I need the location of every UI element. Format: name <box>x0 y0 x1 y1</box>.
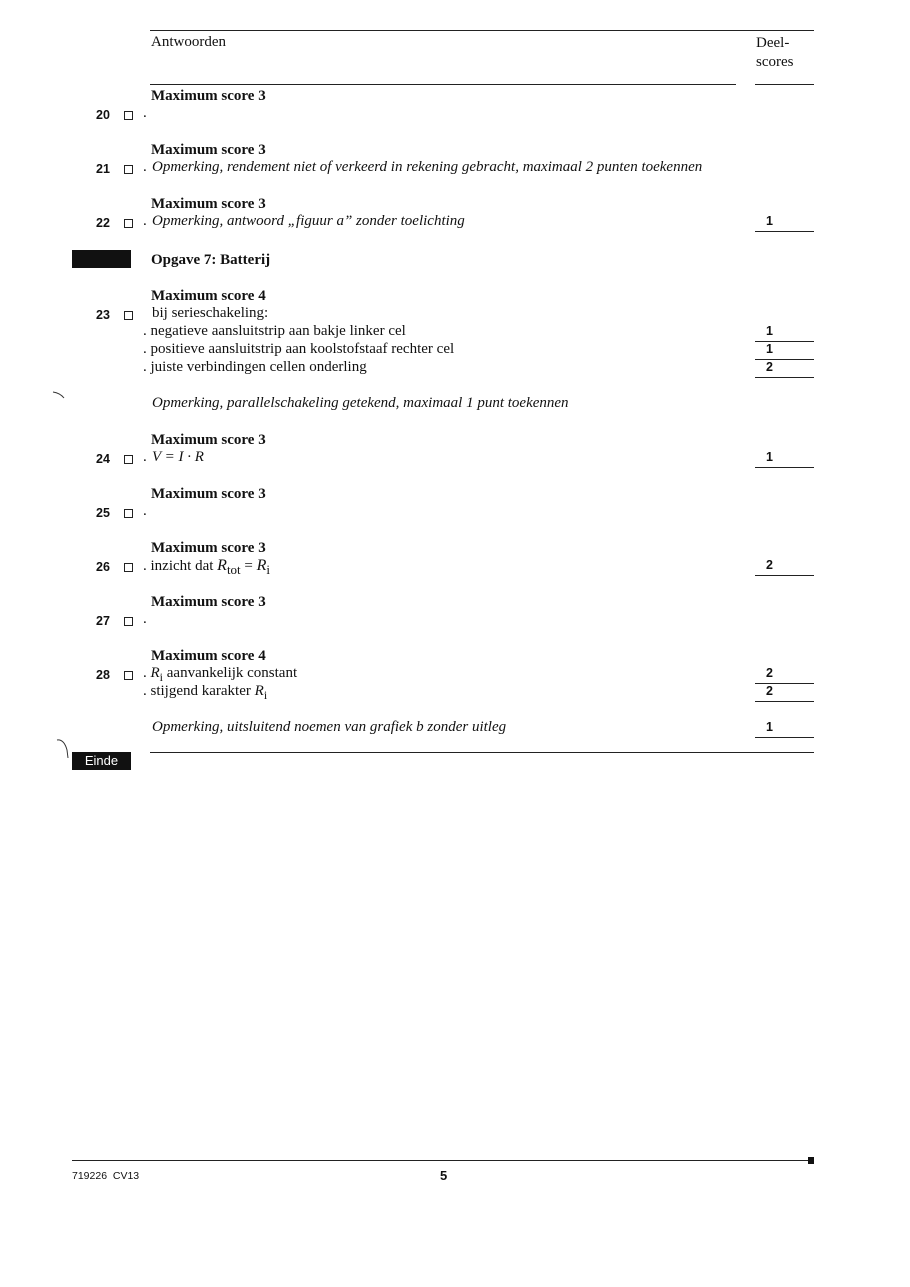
q25-checkbox <box>124 509 133 518</box>
section-marker-bar <box>72 250 131 268</box>
q28-line-1-score: 2 <box>755 666 814 684</box>
q27-max-score: Maximum score 3 <box>151 594 266 610</box>
q21-checkbox <box>124 165 133 174</box>
q27-number: 27 <box>96 614 110 628</box>
q20-checkbox <box>124 111 133 120</box>
footer-rule-end-marker <box>808 1157 814 1164</box>
q23-line-3-score: 2 <box>755 360 814 378</box>
q25-bullet: . <box>143 503 147 519</box>
q25-max-score: Maximum score 3 <box>151 486 266 502</box>
q22-score: 1 <box>755 214 814 232</box>
q22-number: 22 <box>96 216 110 230</box>
q20-bullet: . <box>143 105 147 121</box>
q20-number: 20 <box>96 108 110 122</box>
header-bottom-rule-left <box>150 84 736 85</box>
q24-max-score: Maximum score 3 <box>151 432 266 448</box>
q24-number: 24 <box>96 452 110 466</box>
q24-bullet: . <box>143 449 147 465</box>
q28-number: 28 <box>96 668 110 682</box>
q23-line-1: . negatieve aansluitstrip aan bakje linker cel <box>143 323 406 339</box>
q26-score: 2 <box>755 558 814 576</box>
q26-max-score: Maximum score 3 <box>151 540 266 556</box>
q23-max-score: Maximum score 4 <box>151 288 266 304</box>
header-bottom-rule-right <box>755 84 814 85</box>
footer-code: 719226 CV13 <box>72 1170 140 1182</box>
q21-bullet: . <box>143 159 147 175</box>
q23-line-1-score: 1 <box>755 324 814 342</box>
q26-answer: . inzicht dat $R_{tot} = R_i$ <box>143 557 271 577</box>
q23-number: 23 <box>96 308 110 322</box>
q28-line-2: . stijgend karakter $R_i$ <box>143 683 268 702</box>
q22-remark: Opmerking, antwoord „figuur a” zonder toelichting <box>152 213 465 229</box>
q23-intro: bij serieschakeling: <box>152 305 269 321</box>
q24-formula: V = I · R <box>152 449 204 465</box>
q26-number: 26 <box>96 560 110 574</box>
section-title: Opgave 7: Batterij <box>151 252 271 268</box>
q21-remark: Opmerking, rendement niet of verkeerd in rekening gebracht, maximaal 2 punten toekennen <box>152 159 703 175</box>
q23-line-3: . juiste verbindingen cellen onderling <box>143 359 367 375</box>
q28-line-1: . $R_i$ aanvankelijk constant <box>143 665 298 684</box>
header-top-rule <box>150 30 814 31</box>
margin-tick-mark <box>52 390 66 400</box>
q20-max-score: Maximum score 3 <box>151 88 266 104</box>
q22-max-score: Maximum score 3 <box>151 196 266 212</box>
header-partial-scores-label: Deel- scores <box>756 35 794 70</box>
q23-remark: Opmerking, parallelschakeling getekend, maximaal 1 punt toekennen <box>152 395 569 411</box>
q27-checkbox <box>124 617 133 626</box>
q24-score: 1 <box>755 450 814 468</box>
q22-checkbox <box>124 219 133 228</box>
q23-checkbox <box>124 311 133 320</box>
end-rule <box>150 752 814 753</box>
q21-number: 21 <box>96 162 110 176</box>
q21-max-score: Maximum score 3 <box>151 142 266 158</box>
q28-checkbox <box>124 671 133 680</box>
q22-bullet: . <box>143 213 147 229</box>
q23-line-2-score: 1 <box>755 342 814 360</box>
q24-checkbox <box>124 455 133 464</box>
margin-curve-mark <box>56 736 72 760</box>
q23-line-2: . positieve aansluitstrip aan koolstofstaaf rechter cel <box>143 341 455 357</box>
end-label: Einde <box>72 752 131 770</box>
q27-bullet: . <box>143 611 147 627</box>
header-answers-label: Antwoorden <box>151 34 226 50</box>
page-number: 5 <box>440 1168 448 1183</box>
q28-remark-score: 1 <box>755 720 814 738</box>
q28-max-score: Maximum score 4 <box>151 648 266 664</box>
q28-line-2-score: 2 <box>755 684 814 702</box>
q28-remark: Opmerking, uitsluitend noemen van grafiek b zonder uitleg <box>152 719 507 735</box>
q25-number: 25 <box>96 506 110 520</box>
q26-checkbox <box>124 563 133 572</box>
footer-rule <box>72 1160 812 1161</box>
